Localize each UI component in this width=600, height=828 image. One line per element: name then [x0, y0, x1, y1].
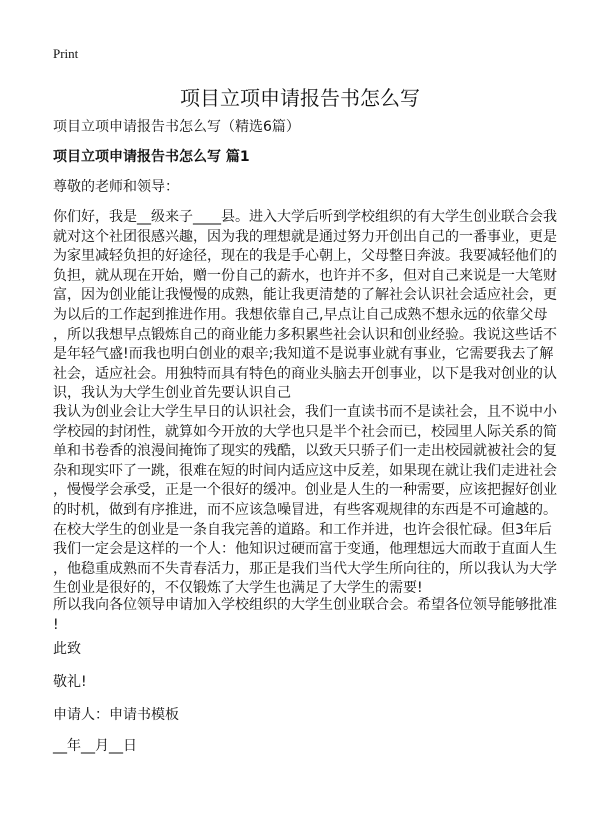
closing-line: 此致: [53, 641, 81, 657]
text-line: 富，因为创业能让我慢慢的成熟，能让我更清楚的了解社会认识社会适应社会，更: [53, 287, 557, 304]
paragraph-1: [53, 208, 557, 404]
text-line: 生创业是很好的，不仅锻炼了大学生也满足了大学生的需要!: [53, 580, 423, 597]
text-line: 你们好，我是__级来子____县。进入大学后听到学校组织的有大学生创业联合会我: [53, 209, 557, 225]
text-line: 就对这个社团很感兴趣，因为我的理想就是通过努力开创出自己的一番事业，更是: [53, 228, 557, 245]
text-line: 的时机，做到有序推进，而不应该急噪冒进，有些客观规律的东西是不可逾越的。: [53, 501, 557, 518]
subtitle: 项目立项申请报告书怎么写（精选6篇）: [53, 119, 300, 135]
paragraph-2: [53, 403, 557, 599]
text-line: 我认为创业会让大学生早日的认识社会，我们一直读书而不是读社会，且不说中小: [53, 404, 557, 420]
paragraph-3: [53, 596, 557, 635]
print-link[interactable]: Print: [53, 46, 79, 61]
text-line: 社会，适应社会。用独特而具有特色的商业头脑去开创事业，以下是我对创业的认: [53, 365, 557, 382]
section-heading: 项目立项申请报告书怎么写 篇1: [53, 149, 250, 165]
closing-regards: 敬礼!: [53, 674, 87, 690]
text-line: ，慢慢学会承受，正是一个很好的缓冲。创业是人生的一种需要，应该把握好创业: [53, 482, 557, 499]
text-line: !: [53, 616, 59, 633]
text-line: 我们一定会是这样的一个人：他知识过硬而富于变通，他理想远大而敢于直面人生: [53, 541, 557, 558]
text-line: 单和书卷香的浪漫间掩饰了现实的残酷，以致天只骄子们一走出校园就被社会的复: [53, 443, 557, 460]
text-line: 学校园的封闭性，就算如今开放的大学也只是半个社会而已，校园里人际关系的简: [53, 423, 557, 440]
applicant: 申请人：申请书模板: [53, 707, 179, 723]
page-title: 项目立项申请报告书怎么写: [180, 86, 420, 110]
text-line: 为以后的工作起到推进作用。我想依靠自己,早点让自己成熟不想永远的依靠父母: [53, 306, 548, 323]
text-line: 为家里减轻负担的好途径，现在的我是手心朝上，父母整日奔波。我要减轻他们的: [53, 248, 557, 265]
salutation: 尊敬的老师和领导：: [53, 179, 179, 195]
text-line: 所以我向各位领导申请加入学校组织的大学生创业联合会。希望各位领导能够批准: [53, 597, 557, 613]
text-line: 是年轻气盛!而我也明白创业的艰辛;我知道不是说事业就有事业，它需要我去了解: [53, 346, 554, 363]
date: __年__月__日: [53, 738, 137, 754]
text-line: 负担，就从现在开始，赠一份自己的薪水，也许并不多，但对自己来说是一大笔财: [53, 267, 557, 284]
text-line: ，所以我想早点锻炼自己的商业能力多积累些社会认识和创业经验。我说这些话不: [53, 326, 557, 343]
text-line: 识，我认为大学生创业首先要认识自己: [53, 385, 291, 402]
text-line: 杂和现实吓了一跳，很难在短的时间内适应这中反差，如果现在就让我们走进社会: [53, 462, 557, 479]
text-line: ，他稳重成熟而不失青春活力，那正是我们当代大学生所向往的，所以我认为大学: [53, 560, 557, 577]
text-line: 在校大学生的创业是一条自我完善的道路。和工作并进，也许会很忙碌。但3年后: [53, 521, 552, 538]
